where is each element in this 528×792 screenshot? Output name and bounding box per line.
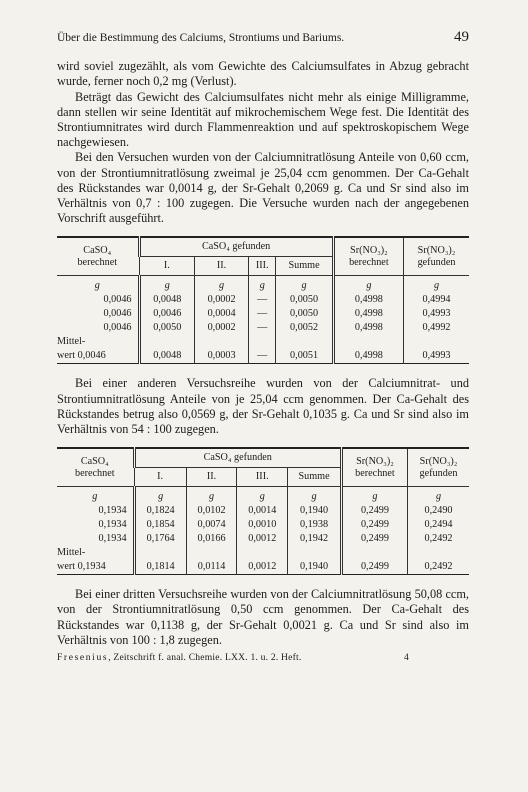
mean-label: wert <box>57 561 76 573</box>
mean-value: 0,1934 <box>77 561 106 573</box>
paragraph-2: Beträgt das Gewicht des Calciumsulfates nicht mehr als einige Milligramme, dann stellen wir seine Identität auf mikrochemischem Wege fest. Die Identität des Strontiumnitrates wird durch Flammenreaktion und auf spektroskopischem Wege nachgewiesen. <box>57 89 469 150</box>
paragraph-3: Bei den Versuchen wurden von der Calciumnitratlösung Anteile von 0,60 ccm, von der Strontiumnitratlösung zweimal je 25,04 ccm genommen. Der Ca-Gehalt des Rückstandes war 0,0014 g, der Sr-Gehalt 0,2069 g. Ca und Sr sind also im Verhältnis von 0,7 : 100 zugegen. Die Versuche wurden nach der angegebenen Vorschrift ausgeführt. <box>57 150 469 226</box>
unit-cell: g <box>139 276 195 294</box>
cell-ii: 0,0002 <box>195 293 249 307</box>
running-header <box>57 30 469 46</box>
header-label: gefunden <box>417 256 456 268</box>
unit-cell: g <box>288 487 342 505</box>
cell-sr-found: 0,4993 <box>404 307 469 321</box>
header-label: Sr(NO₃)₂ <box>356 455 394 467</box>
cell-ii: 0,0166 <box>186 532 237 546</box>
unit-row <box>57 276 469 294</box>
col-sr-calculated <box>333 237 403 276</box>
cell-i: 0,0048 <box>139 349 195 364</box>
unit-row <box>57 487 469 505</box>
cell-caso4-calculated <box>57 560 134 575</box>
cell-sum: 0,0050 <box>276 293 333 307</box>
header-label: berechnet <box>355 467 395 479</box>
unit-cell: g <box>407 487 469 505</box>
table-row <box>57 532 469 546</box>
col-iii: III. <box>249 257 276 276</box>
header-label: CaSO₄ <box>80 455 109 467</box>
paragraph-4: Bei einer anderen Versuchsreihe wurden von der Calciumnitrat- und Strontiumnitratlösung Anteile von je 25,04 ccm genommen. Der Ca-Gehalt des Rückstandes betrug also 0,0569 g, der Sr-Gehalt 0,1035 g. Ca und Sr sind also im Verhältnis von 54 : 100 zugegen. <box>57 376 469 437</box>
paragraph-1: wird soviel zugezählt, als vom Gewichte des Calciumsulfates in Abzug gebracht wurde, ferner noch 0,2 mg (Verlust). <box>57 59 469 89</box>
col-sr-calculated <box>341 448 407 487</box>
cell-sr-calculated: 0,4998 <box>333 349 403 364</box>
cell-sum: 0,0052 <box>276 321 333 335</box>
table-row-label <box>57 546 469 560</box>
col-i: I. <box>139 257 195 276</box>
journal-name: Fresenius <box>57 652 109 664</box>
page-footer <box>57 650 469 665</box>
table-row <box>57 321 469 335</box>
table-row <box>57 293 469 307</box>
cell-sr-calculated: 0,2499 <box>341 532 407 546</box>
unit-cell: g <box>333 276 403 294</box>
cell-sr-found: 0,2492 <box>407 560 469 575</box>
unit-cell: g <box>341 487 407 505</box>
cell-caso4-calculated <box>57 349 139 364</box>
table-row-mean <box>57 349 469 364</box>
cell-sum: 0,0050 <box>276 307 333 321</box>
col-caso4-found: CaSO₄ gefunden <box>134 448 341 468</box>
col-ii: II. <box>195 257 249 276</box>
col-caso4-calculated <box>57 237 139 276</box>
table-header-row <box>57 237 469 257</box>
cell-iii: 0,0014 <box>237 504 288 518</box>
cell-sr-calculated: 0,2499 <box>341 504 407 518</box>
cell-sr-found: 0,4994 <box>404 293 469 307</box>
col-caso4-calculated <box>57 448 134 487</box>
header-label: Sr(NO₃)₂ <box>350 244 388 256</box>
cell-sr-calculated: 0,2499 <box>341 518 407 532</box>
cell-i: 0,1764 <box>134 532 186 546</box>
cell-sr-calculated: 0,2499 <box>341 560 407 575</box>
cell-iii: 0,0010 <box>237 518 288 532</box>
unit-cell: g <box>92 491 98 503</box>
cell-iii: — <box>249 307 276 321</box>
cell-ii: 0,0114 <box>186 560 237 575</box>
cell-sr-found: 0,4992 <box>404 321 469 335</box>
cell-caso4-calculated: 0,1934 <box>98 533 127 545</box>
paragraph-5: Bei einer dritten Versuchsreihe wurden von der Calciumnitratlösung 50,08 ccm, von der Strontiumnitratlösung 0,50 ccm genommen. Der Ca-Gehalt des Rückstandes war 0,1138 g, der Sr-Gehalt 0,0021 g. Ca und Sr sind also im Verhältnis von 100 : 1,8 zugegen. <box>57 587 469 647</box>
cell-i: 0,1814 <box>134 560 186 575</box>
unit-cell: g <box>195 276 249 294</box>
col-sr-found <box>407 448 469 487</box>
header-label: gefunden <box>419 467 458 479</box>
cell-sum: 0,1938 <box>288 518 342 532</box>
cell-sr-calculated: 0,4998 <box>333 293 403 307</box>
table-header-row <box>57 448 469 468</box>
cell-sum: 0,1942 <box>288 532 342 546</box>
header-label: berechnet <box>74 467 115 479</box>
cell-iii: 0,0012 <box>237 532 288 546</box>
cell-i: 0,0048 <box>139 293 195 307</box>
cell-i: 0,1854 <box>134 518 186 532</box>
journal-details: , Zeitschrift f. anal. Chemie. LXX. 1. u. 2. Heft. <box>108 652 302 664</box>
col-i: I. <box>134 468 186 487</box>
col-sum: Summe <box>288 468 342 487</box>
cell-iii: — <box>249 349 276 364</box>
header-label: CaSO₄ <box>83 244 112 256</box>
cell-caso4-calculated: 0,1934 <box>98 519 127 531</box>
unit-cell: g <box>249 276 276 294</box>
table-row <box>57 504 469 518</box>
cell-i: 0,0046 <box>139 307 195 321</box>
unit-cell: g <box>94 280 100 292</box>
col-sr-found <box>404 237 469 276</box>
sheet-number: 4 <box>404 652 409 664</box>
unit-cell: g <box>134 487 186 505</box>
cell-sr-found: 0,2490 <box>407 504 469 518</box>
mean-label: Mittel- <box>57 336 86 348</box>
table-row-label <box>57 335 469 349</box>
cell-i: 0,1824 <box>134 504 186 518</box>
document-page <box>57 30 469 665</box>
cell-ii: 0,0074 <box>186 518 237 532</box>
cell-ii: 0,0004 <box>195 307 249 321</box>
cell-caso4-calculated: 0,0046 <box>103 294 132 306</box>
table-row-mean <box>57 560 469 575</box>
mean-label: wert <box>57 350 76 362</box>
cell-sum: 0,1940 <box>288 560 342 575</box>
cell-iii: — <box>249 293 276 307</box>
unit-cell: g <box>404 276 469 294</box>
cell-sr-found: 0,2492 <box>407 532 469 546</box>
header-label: berechnet <box>77 256 118 268</box>
footer-citation <box>57 650 302 665</box>
cell-sr-calculated: 0,4998 <box>333 307 403 321</box>
unit-cell: g <box>186 487 237 505</box>
running-title: Über die Bestimmung des Calciums, Strontiums und Bariums. <box>57 32 345 44</box>
table-row <box>57 518 469 532</box>
cell-sum: 0,1940 <box>288 504 342 518</box>
cell-ii: 0,0002 <box>195 321 249 335</box>
page-number: 49 <box>454 29 469 45</box>
col-ii: II. <box>186 468 237 487</box>
mean-value: 0,0046 <box>77 350 106 362</box>
results-table-2 <box>57 447 469 575</box>
table-row <box>57 307 469 321</box>
header-label: berechnet <box>349 256 389 268</box>
cell-iii: — <box>249 321 276 335</box>
cell-sum: 0,0051 <box>276 349 333 364</box>
cell-ii: 0,0102 <box>186 504 237 518</box>
cell-sr-calculated: 0,4998 <box>333 321 403 335</box>
col-iii: III. <box>237 468 288 487</box>
cell-caso4-calculated: 0,1934 <box>98 505 127 517</box>
cell-iii: 0,0012 <box>237 560 288 575</box>
cell-i: 0,0050 <box>139 321 195 335</box>
cell-sr-found: 0,4993 <box>404 349 469 364</box>
col-caso4-found: CaSO₄ gefunden <box>139 237 333 257</box>
col-sum: Summe <box>276 257 333 276</box>
mean-label: Mittel- <box>57 547 86 559</box>
results-table-1 <box>57 236 469 364</box>
header-label: Sr(NO₃)₂ <box>419 455 458 467</box>
cell-caso4-calculated: 0,0046 <box>103 308 132 320</box>
cell-sr-found: 0,2494 <box>407 518 469 532</box>
unit-cell: g <box>237 487 288 505</box>
unit-cell: g <box>276 276 333 294</box>
cell-ii: 0,0003 <box>195 349 249 364</box>
header-label: Sr(NO₃)₂ <box>417 244 456 256</box>
cell-caso4-calculated: 0,0046 <box>103 322 132 334</box>
